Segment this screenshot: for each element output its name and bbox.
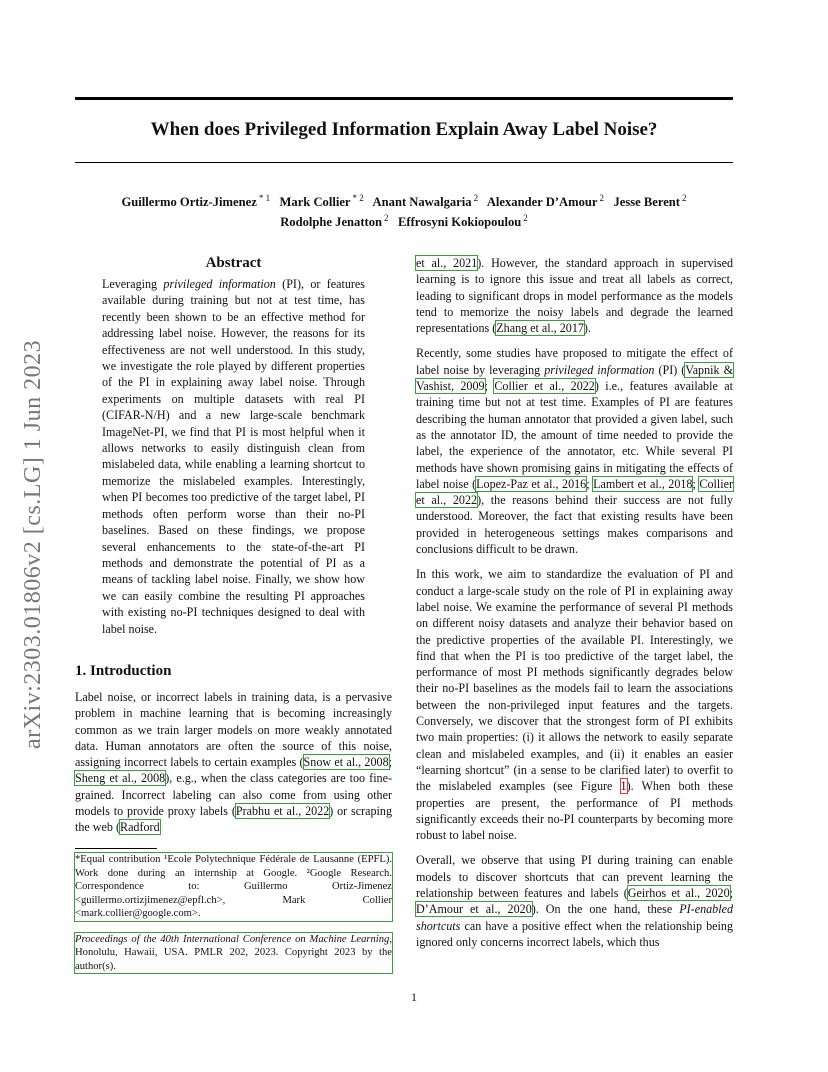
citation-link[interactable]: Lopez-Paz et al., 2016 xyxy=(476,476,587,491)
citation-link[interactable]: Snow et al., 2008 xyxy=(303,755,389,770)
footnote-rule xyxy=(75,848,157,849)
title-top-rule xyxy=(75,97,733,100)
paragraph-text: (PI) ( xyxy=(654,362,686,377)
author-name: Anant Nawalgaria xyxy=(372,195,472,210)
citation-link[interactable]: Collier et al., 2022 xyxy=(494,379,595,394)
author-affiliation: 2 xyxy=(473,193,479,203)
section-heading-introduction: 1. Introduction xyxy=(75,662,172,679)
right-column xyxy=(416,255,733,959)
page-number: 1 xyxy=(411,990,417,1004)
citation-link[interactable]: Vapnik & Vashist, 2009 xyxy=(416,362,733,394)
paragraph-text: Overall, we observe that using PI during training can enable models to discover shortcuts that can prevent learning the relationship between features and labels ( xyxy=(416,853,733,900)
paragraph-text: ). However, the standard approach in supervised learning is to ignore this issue and treat all labels as correct, leading to significant drops in model performance as the models tend to memorize the noisy labels and degrade the learned representations ( xyxy=(416,256,733,336)
intro-paragraph-3 xyxy=(416,566,733,843)
author-name: Rodolphe Jenatton xyxy=(280,215,383,230)
paragraph-text: ) i.e., features available at training time but not at test time. Examples of PI are features describing the human annotator that provided a given label, such as the annotator ID, the amount of time needed to provide the label, the experience of the annotator, etc. While several PI methods have shown promising gains in mitigating the effects of label noise ( xyxy=(416,379,733,491)
author-name: Jesse Berent xyxy=(613,195,681,210)
author-affiliation: 2 xyxy=(384,213,389,224)
paragraph-text: ). xyxy=(583,321,591,336)
paragraph-text: Label noise, or incorrect labels in training data, is a pervasive problem in machine learning that is becoming increasingly common as we train larger models on more weakly annotated data. Human annotators are often the source of this noise, assigning incorrect labels to certain examples ( xyxy=(75,689,392,770)
author-affiliation: * 2 xyxy=(352,193,364,203)
citation-link[interactable]: Collier et al., 2022 xyxy=(416,476,733,508)
citation-link[interactable]: Zhang et al., 2017 xyxy=(496,321,584,336)
citation-separator: ; xyxy=(692,476,700,491)
author-list xyxy=(75,190,733,230)
intro-paragraph-1 xyxy=(75,689,392,836)
citation-link[interactable]: Radford xyxy=(120,820,160,835)
intro-paragraph-4 xyxy=(416,852,733,950)
citation-link[interactable]: Prabhu et al., 2022 xyxy=(235,804,330,819)
author-name: Effrosyni Kokiopoulou xyxy=(397,215,522,230)
citation-separator: ; xyxy=(586,476,594,491)
left-column xyxy=(75,254,392,845)
citation-link[interactable]: Sheng et al., 2008 xyxy=(75,771,166,786)
proceedings-note[interactable] xyxy=(75,933,392,974)
paragraph-emphasis: privileged information xyxy=(544,362,655,377)
footnote-affiliations[interactable]: *Equal contribution ¹Ecole Polytechnique Fédérale de Lausanne (EPFL). Work done during an internship at Google. ²Google Research. Correspondence to: Guillermo Ortiz-Jimenez <guillermo.ortizjimenez@epfl.ch>, Mark Collier <mark.collier@google.com>. xyxy=(75,854,392,919)
intro-paragraph-1-continued xyxy=(416,255,733,336)
citation-link[interactable]: et al., 2021 xyxy=(416,256,478,270)
author-name: Mark Collier xyxy=(279,195,351,210)
paragraph-text: ). On the one hand, these xyxy=(531,902,680,917)
title-bottom-rule xyxy=(75,162,733,163)
author-affiliation: 2 xyxy=(682,193,687,203)
author-name: Alexander D’Amour xyxy=(486,195,598,210)
footnotes xyxy=(75,848,392,973)
paragraph-emphasis: PI-enabled shortcuts xyxy=(416,902,733,933)
arxiv-identifier: arXiv:2303.01806v2 [cs.LG] 1 Jun 2023 xyxy=(20,339,46,749)
citation-separator: ; xyxy=(484,379,495,394)
abstract-text-part: (PI), or features available during training but not at test time, has recently been shown to be an effective method for addressing label noise. However, the reasons for its effectiveness are not well understood. In this study, we investigate the role played by different properties of the PI in explaining away label noise. Through experiments on multiple datasets with real PI (CIFAR-N/H) and a new large-scale benchmark ImageNet-PI, we find that PI is most helpful when it allows networks to easily distinguish clean from mislabeled data, while enabling a learning shortcut to memorize the mislabeled examples. Interestingly, when PI becomes too predictive of the target label, PI methods often perform worse than their no-PI baselines. Based on these findings, we propose several enhancements to the state-of-the-art PI methods and demonstrate the potential of PI as a means of tackling label noise. Finally, we show how we can easily combine the resulting PI approaches with existing no-PI techniques designed to deal with label noise. xyxy=(102,277,365,636)
author-affiliation: 2 xyxy=(599,193,604,203)
paragraph-text: Recently, some studies have proposed to mitigate the effect of label noise by leveraging xyxy=(416,346,733,377)
paragraph-text: In this work, we aim to standardize the evaluation of PI and conduct a large-scale study on the role of PI in explaining away label noise. We examine the performance of several PI methods on different noisy datasets and analyze their behavior based on the predictive properties of the available PI. Interestingly, we find that when the PI is too predictive of the target label, the performance of most PI methods significantly degrades below their no-PI baselines as the models fail to learn the associations between the non-privileged input features and the targets. Conversely, we discover that the strongest form of PI exhibits two main properties: (i) it allows the network to easily separate clean and mislabeled examples, and (ii) it enables an easier “learning shortcut” (in a sense to be clarified later) to overfit to the mislabeled examples (see Figure xyxy=(416,567,733,794)
paragraph-text: ), the reasons behind their success are not fully understood. Moreover, the fact that existing results have been provided in heterogeneous settings makes comparisons and conclusions difficult to be drawn. xyxy=(416,493,733,557)
citation-separator: ; xyxy=(388,755,392,770)
abstract-text-part: Leveraging xyxy=(102,277,164,291)
proceedings-details: , Honolulu, Hawaii, USA. PMLR 202, 2023. Copyright 2023 by the author(s). xyxy=(75,933,392,972)
author-name: Guillermo Ortiz-Jimenez xyxy=(121,195,257,210)
abstract-heading: Abstract xyxy=(205,255,262,271)
intro-paragraph-2 xyxy=(416,345,733,557)
citation-link[interactable]: Geirhos et al., 2020 xyxy=(627,885,730,900)
author-affiliation: 2 xyxy=(523,213,528,224)
paragraph-text: can have a positive effect when the relationship being ignored only concerns incorrect labels, which thus xyxy=(416,918,733,949)
abstract-emphasis: privileged information xyxy=(163,277,276,291)
paragraph-text: ), e.g., when the class categories are too fine-grained. Incorrect labeling can also come from using other models to provide proxy labels ( xyxy=(75,771,392,819)
author-affiliation: * 1 xyxy=(258,193,271,203)
paragraph-text: ) or scraping the web ( xyxy=(75,804,392,835)
citation-link[interactable]: D’Amour et al., 2020 xyxy=(416,902,532,917)
abstract-text xyxy=(102,276,365,637)
paragraph-text: ). When both these properties are present, the performance of PI methods significantly exceeds their no-PI counterparts by becoming more robust to label noise. xyxy=(416,779,733,843)
citation-link[interactable]: Lambert et al., 2018 xyxy=(593,476,693,491)
citation-separator: ; xyxy=(729,885,733,900)
figure-reference-link[interactable]: 1 xyxy=(620,779,627,794)
proceedings-venue: Proceedings of the 40th International Conference on Machine Learning xyxy=(75,933,390,945)
paper-title: When does Privileged Information Explain Away Label Noise? xyxy=(150,119,658,140)
